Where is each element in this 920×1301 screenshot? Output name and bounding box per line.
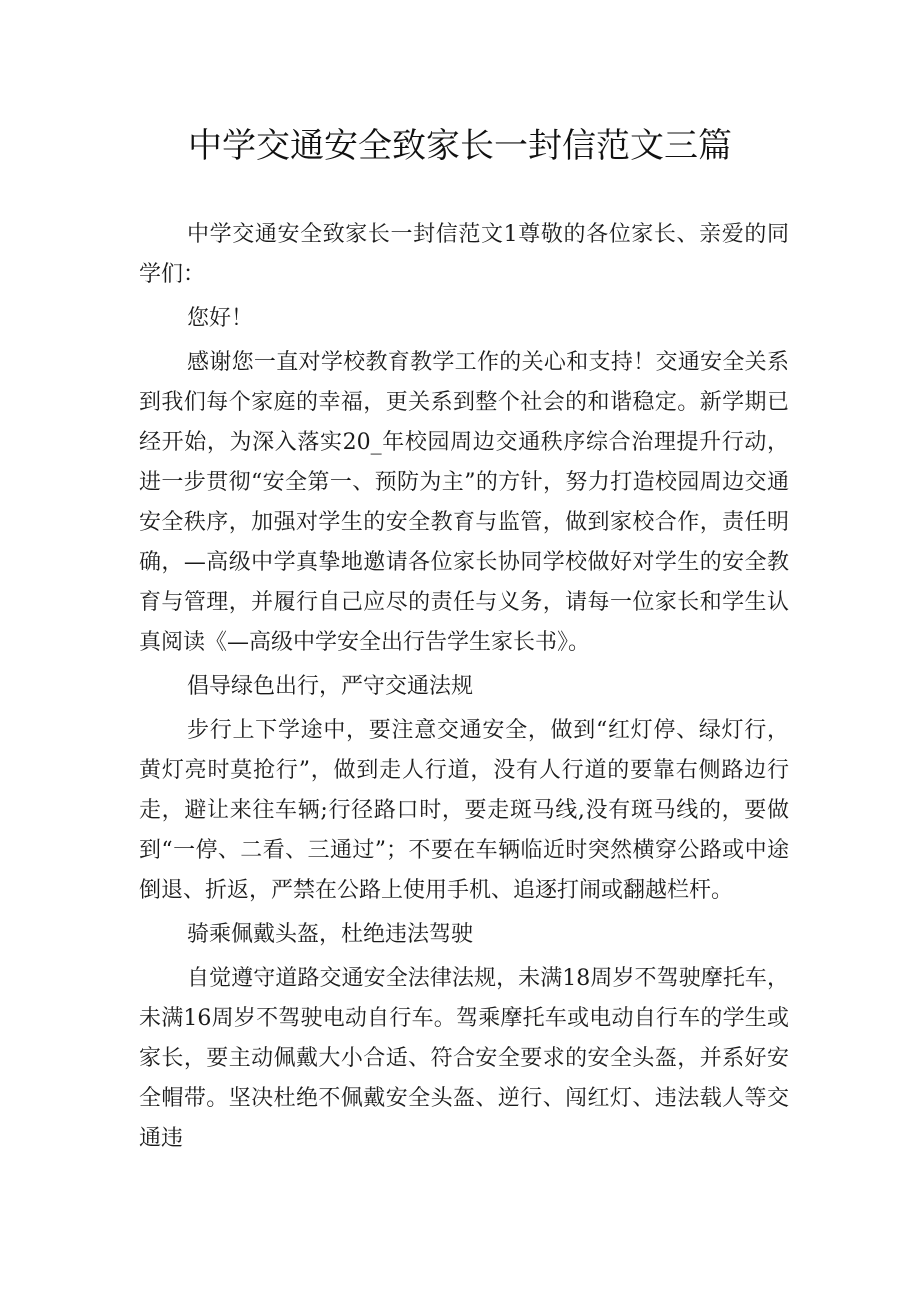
document-title: 中学交通安全致家长一封信范文三篇 [188,126,732,166]
section-heading-helmet: 骑乘佩戴头盔，杜绝违法驾驶 [187,922,474,947]
paragraph-main: 感谢您一直对学校教育教学工作的关心和支持！交通安全关系到我们每个家庭的幸福，更关系到整个社会的和谐稳定。新学期已经开始，为深入落实20_年校园周边交通秩序综合治理提升行动，进一步贯彻“安全第一、预防为主”的方针，努力打造校园周边交通安全秩序，加强对学生的安全教育与监管，做到家校合作，责任明确，—高级中学真挚地邀请各位家长协同学校做好对学生的安全教育与管理，并履行自己应尽的责任与义务，请每一位家长和学生认真阅读《—高级中学安全出行告学生家长书》。 [139,350,789,655]
paragraph-intro: 中学交通安全致家长一封信范文1尊敬的各位家长、亲爱的同学们： [139,222,789,287]
paragraph-helmet: 自觉遵守道路交通安全法律法规，未满18周岁不驾驶摩托车，未满16周岁不驾驶电动自行车。驾乘摩托车或电动自行车的学生或家长，要主动佩戴大小合适、符合安全要求的安全头盔，并系好安全帽带。坚决杜绝不佩戴安全头盔、逆行、闯红灯、违法载人等交通违 [139,966,789,1151]
document-body [139,215,789,1159]
paragraph-walking: 步行上下学途中，要注意交通安全，做到“红灯停、绿灯行，黄灯亮时莫抢行”，做到走人行道，没有人行道的要靠右侧路边行走，避让来往车辆;行径路口时，要走斑马线,没有斑马线的，要做到“一停、二看、三通过”；不要在车辆临近时突然横穿公路或中途倒退、折返，严禁在公路上使用手机、追逐打闹或翻越栏杆。 [139,718,789,903]
paragraph-greeting: 您好！ [187,306,254,331]
section-heading-green-travel: 倡导绿色出行，严守交通法规 [187,674,474,699]
